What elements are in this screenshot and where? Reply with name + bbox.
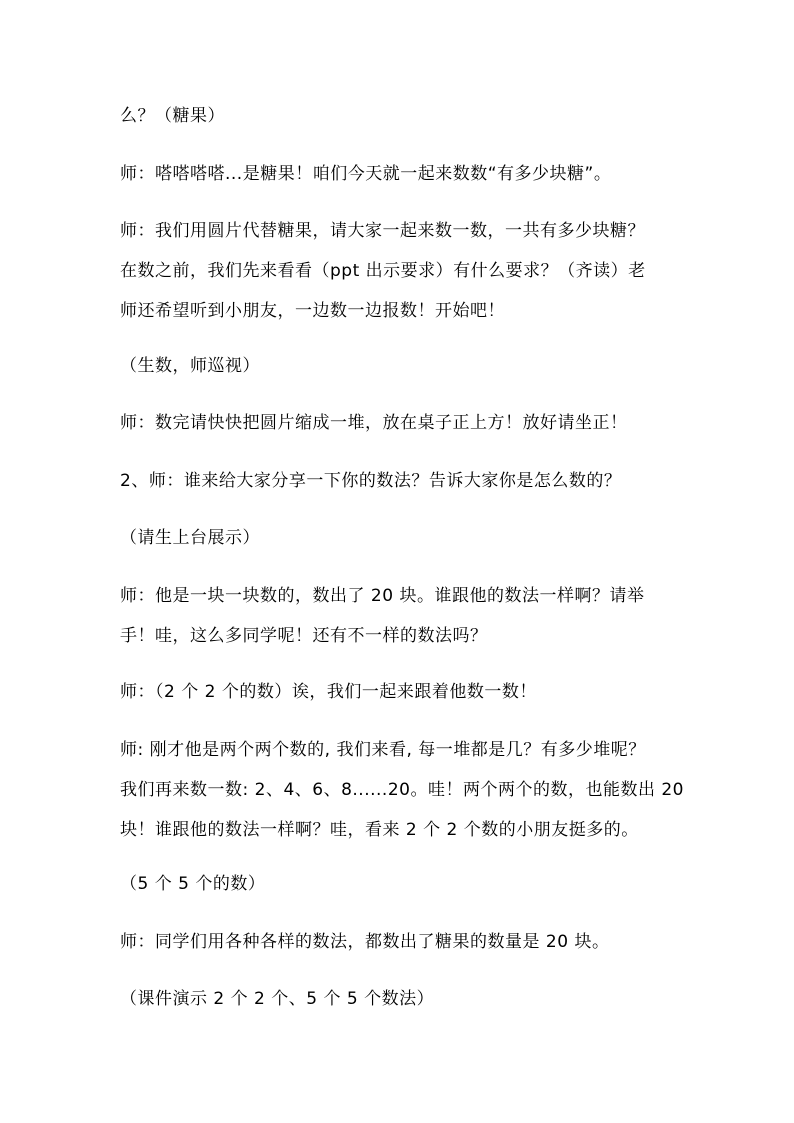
text-line: （5 个 5 个的数）	[120, 874, 266, 894]
text-line: 师还希望听到小朋友，一边数一边报数！开始吧！	[120, 301, 505, 321]
text-line: （请生上台展示）	[120, 528, 260, 548]
text-line: 师：数完请快快把圆片缩成一堆，放在桌子正上方！放好请坐正！	[120, 413, 628, 433]
text-line: 块！谁跟他的数法一样啊？哇，看来 2 个 2 个数的小朋友挺多的。	[120, 820, 639, 840]
paragraph-12	[120, 922, 700, 962]
paragraph-3	[120, 211, 700, 331]
text-line: 师：我们用圆片代替糖果，请大家一起来数一数，一共有多少块糖？	[120, 221, 645, 241]
text-line: 么？（糖果）	[120, 106, 225, 126]
text-line: 师：嗒嗒嗒嗒...是糖果！咱们今天就一起来数数“有多少块糖”。	[120, 164, 612, 184]
text-line: 师: 刚才他是两个两个数的, 我们来看, 每一堆都是几？有多少堆呢？	[120, 740, 646, 760]
paragraph-2	[120, 154, 700, 194]
paragraph-6	[120, 461, 700, 501]
paragraph-4	[120, 346, 700, 386]
paragraph-5	[120, 403, 700, 443]
text-line: 手！哇，这么多同学呢！还有不一样的数法吗？	[120, 626, 488, 646]
paragraph-13	[120, 979, 700, 1019]
paragraph-9	[120, 672, 700, 712]
text-line: 2、师：谁来给大家分享一下你的数法？告诉大家你是怎么数的？	[120, 471, 622, 491]
text-line: 师：同学们用各种各样的数法，都数出了糖果的数量是 20 块。	[120, 932, 610, 952]
paragraph-7	[120, 518, 700, 558]
text-line: （课件演示 2 个 2 个、5 个 5 个数法）	[120, 989, 435, 1009]
text-line: 在数之前，我们先来看看（ppt 出示要求）有什么要求？（齐读）老	[120, 261, 646, 281]
paragraph-1	[120, 96, 700, 136]
paragraph-8	[120, 576, 700, 656]
paragraph-11	[120, 864, 700, 904]
paragraph-10	[120, 730, 700, 850]
text-line: 我们再来数一数: 2、4、6、8......20。哇！两个两个的数，也能数出 20	[120, 780, 684, 800]
text-line: 师：他是一块一块数的，数出了 20 块。谁跟他的数法一样啊？请举	[120, 586, 645, 606]
text-line: （生数，师巡视）	[120, 356, 260, 376]
text-line: 师：（2 个 2 个的数）诶，我们一起来跟着他数一数！	[120, 682, 537, 702]
